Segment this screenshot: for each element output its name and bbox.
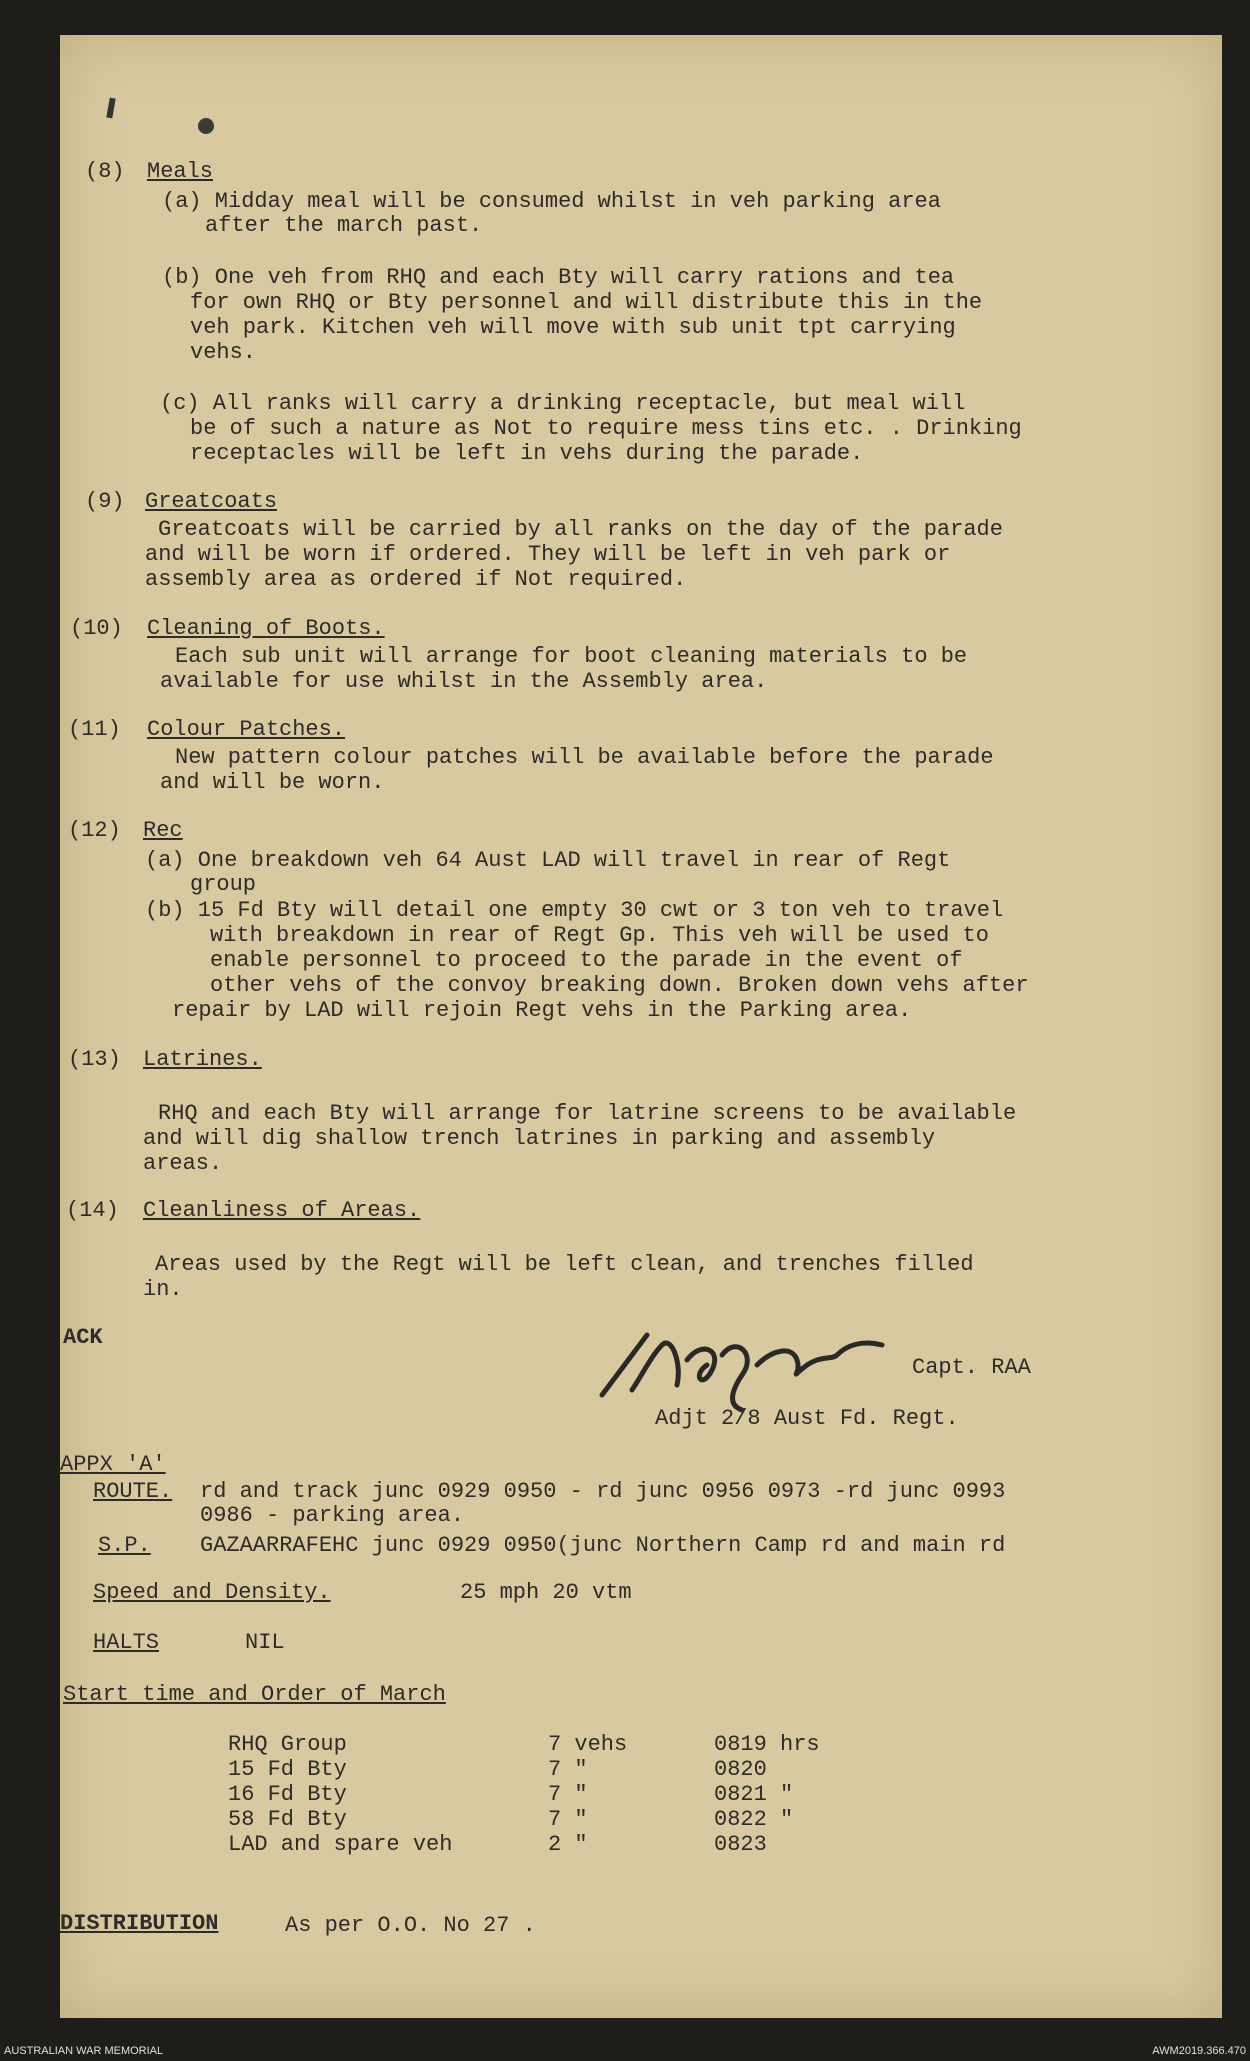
order-of-march-label: Start time and Order of March (63, 1682, 446, 1707)
section-11-number: (11) (68, 717, 121, 742)
march-row-vehs: 7 vehs (548, 1732, 628, 1757)
route-label: ROUTE. (93, 1479, 173, 1504)
section-14-line-1: Areas used by the Regt will be left clean, and trenches filled (155, 1252, 974, 1277)
ack-label: ACK (63, 1325, 103, 1350)
section-10-heading: Cleaning of Boots. (147, 616, 385, 641)
march-row-vehs: 2 " (548, 1832, 588, 1857)
section-12a-line-2: group (190, 872, 257, 897)
speed-value: 25 mph 20 vtm (460, 1580, 632, 1605)
section-8c-line-1: (c) All ranks will carry a drinking receptacle, but meal will (160, 391, 966, 416)
section-8b-line-4: vehs. (190, 340, 257, 365)
section-8a-line-1: (a) Midday meal will be consumed whilst in veh parking area (162, 189, 941, 214)
march-row-unit: 58 Fd Bty (228, 1807, 347, 1832)
halts-value: NIL (245, 1630, 285, 1655)
section-8c-line-3: receptacles will be left in vehs during the parade. (190, 441, 864, 466)
march-row-time: 0819 hrs (714, 1732, 820, 1757)
march-row-vehs: 7 " (548, 1782, 588, 1807)
section-9-line-1: Greatcoats will be carried by all ranks on the day of the parade (158, 517, 1003, 542)
signature-appointment: Adjt 2/8 Aust Fd. Regt. (655, 1406, 959, 1431)
section-13-line-1: RHQ and each Bty will arrange for latrine screens to be available (158, 1101, 1017, 1126)
section-13-heading: Latrines. (143, 1047, 262, 1072)
section-10-number: (10) (70, 616, 123, 641)
march-row-unit: LAD and spare veh (228, 1832, 453, 1857)
speed-label: Speed and Density. (93, 1580, 331, 1605)
halts-label: HALTS (93, 1630, 160, 1655)
section-14-heading: Cleanliness of Areas. (143, 1198, 421, 1223)
section-8-heading: Meals (147, 159, 214, 184)
section-12b-line-3: enable personnel to proceed to the parade in the event of (210, 948, 963, 973)
section-10-line-1: Each sub unit will arrange for boot cleaning materials to be (175, 644, 968, 669)
march-row-unit: 15 Fd Bty (228, 1757, 347, 1782)
signature-rank: Capt. RAA (912, 1355, 1031, 1380)
section-8b-line-2: for own RHQ or Bty personnel and will distribute this in the (190, 290, 983, 315)
section-12b-line-1: (b) 15 Fd Bty will detail one empty 30 cwt or 3 ton veh to travel (145, 898, 1004, 923)
section-13-number: (13) (68, 1047, 121, 1072)
section-12a-line-1: (a) One breakdown veh 64 Aust LAD will travel in rear of Regt (145, 848, 951, 873)
section-14-line-2: in. (143, 1277, 183, 1302)
section-12b-line-5: repair by LAD will rejoin Regt vehs in the Parking area. (172, 998, 912, 1023)
section-12-heading: Rec (143, 818, 183, 843)
archive-reference: AWM2019.366.470 (1152, 2045, 1246, 2057)
route-line-2: 0986 - parking area. (200, 1503, 465, 1528)
section-14-number: (14) (66, 1198, 119, 1223)
march-row-time: 0823 (714, 1832, 767, 1857)
section-12-number: (12) (68, 818, 121, 843)
section-9-line-2: and will be worn if ordered. They will be left in veh park or (145, 542, 951, 567)
section-11-heading: Colour Patches. (147, 717, 346, 742)
section-8b-line-1: (b) One veh from RHQ and each Bty will carry rations and tea (162, 265, 955, 290)
ink-blot (198, 118, 214, 134)
distribution-value: As per O.O. No 27 . (285, 1913, 536, 1938)
section-8c-line-2: be of such a nature as Not to require mess tins etc. . Drinking (190, 416, 1022, 441)
section-9-line-3: assembly area as ordered if Not required. (145, 567, 687, 592)
section-8a-line-2: after the march past. (205, 213, 483, 238)
march-row-time: 0820 (714, 1757, 767, 1782)
sp-text: GAZAARRAFEHC junc 0929 0950(junc Northern Camp rd and main rd (200, 1533, 1006, 1558)
section-13-line-3: areas. (143, 1151, 223, 1176)
section-10-line-2: available for use whilst in the Assembly area. (160, 669, 768, 694)
march-row-vehs: 7 " (548, 1807, 588, 1832)
march-row-time: 0822 " (714, 1807, 794, 1832)
section-13-line-2: and will dig shallow trench latrines in parking and assembly (143, 1126, 936, 1151)
section-12b-line-2: with breakdown in rear of Regt Gp. This veh will be used to (210, 923, 989, 948)
section-11-line-2: and will be worn. (160, 770, 385, 795)
march-row-unit: 16 Fd Bty (228, 1782, 347, 1807)
archive-credit: AUSTRALIAN WAR MEMORIAL (4, 2045, 164, 2057)
march-row-time: 0821 " (714, 1782, 794, 1807)
appendix-title: APPX 'A' (60, 1452, 166, 1477)
distribution-label: DISTRIBUTION (60, 1911, 219, 1936)
section-9-number: (9) (85, 489, 125, 514)
section-9-heading: Greatcoats (145, 489, 278, 514)
section-8b-line-3: veh park. Kitchen veh will move with sub unit tpt carrying (190, 315, 956, 340)
section-12b-line-4: other vehs of the convoy breaking down. Broken down vehs after (210, 973, 1029, 998)
section-8-number: (8) (85, 159, 125, 184)
march-row-unit: RHQ Group (228, 1732, 347, 1757)
sp-label: S.P. (98, 1533, 151, 1558)
march-row-vehs: 7 " (548, 1757, 588, 1782)
section-11-line-1: New pattern colour patches will be available before the parade (175, 745, 994, 770)
route-line-1: rd and track junc 0929 0950 - rd junc 0956 0973 -rd junc 0993 (200, 1479, 1006, 1504)
